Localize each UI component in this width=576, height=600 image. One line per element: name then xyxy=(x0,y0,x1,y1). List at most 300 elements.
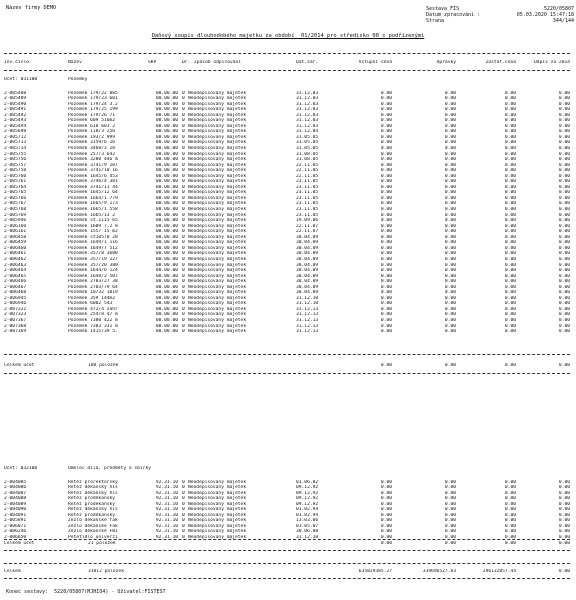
skp-code: 00.00.00 xyxy=(155,256,178,262)
dr-code: 0 xyxy=(182,134,185,140)
depreciation-method: Neodepisovaný majetek xyxy=(188,107,247,113)
depreciation-method: Neodepisovaný majetek xyxy=(188,96,247,102)
grand-total-separator-top xyxy=(4,563,570,564)
residual-value: 0.00 xyxy=(504,273,516,279)
date-installed: 31.05.05 xyxy=(296,134,319,140)
skp-code: 00.00.00 xyxy=(155,284,178,290)
residual-value: 0.00 xyxy=(504,223,516,229)
depreciation-year: 0.00 xyxy=(558,223,570,229)
asset-name: Řetěz děkanský his xyxy=(68,485,118,491)
dr-code: 0 xyxy=(182,251,185,257)
depreciation-method: Neodepisovaný majetek xyxy=(188,496,247,502)
date-installed: 31.12.03 xyxy=(296,101,319,107)
skp-code: 92.31.10 xyxy=(155,496,178,502)
col-date: Dat.zař. xyxy=(296,60,319,65)
depreciation-method: Neodepisovaný majetek xyxy=(188,195,247,201)
inv-number: 2-004086 xyxy=(4,485,27,491)
total-residual: 0.00 xyxy=(504,363,516,368)
asset-name: Pozemek 7380 422 m xyxy=(68,317,118,323)
dr-code: 0 xyxy=(182,201,185,207)
accumulated-depreciation: 0.00 xyxy=(444,218,456,224)
depreciation-year: 0.00 xyxy=(558,112,570,118)
input-price: 0.00 xyxy=(380,279,392,285)
depreciation-year: 0.00 xyxy=(558,212,570,218)
total-input-price: 0.00 xyxy=(380,541,392,546)
input-price: 0.00 xyxy=(380,329,392,335)
inv-number: 2-005714 xyxy=(4,146,27,152)
depreciation-method: Neodepisovaný majetek xyxy=(188,535,247,541)
depreciation-method: Neodepisovaný majetek xyxy=(188,245,247,251)
grand-total-count: 31012 položek xyxy=(88,569,124,574)
residual-value: 0.00 xyxy=(504,101,516,107)
depreciation-method: Neodepisovaný majetek xyxy=(188,140,247,146)
dr-code: 0 xyxy=(182,529,185,535)
skp-code: 00.00.00 xyxy=(155,151,178,157)
account-section-pozemky xyxy=(4,77,570,335)
depreciation-year: 0.00 xyxy=(558,501,570,507)
depreciation-year: 0.00 xyxy=(558,479,570,485)
inv-number: 2-005713 xyxy=(4,140,27,146)
asset-name: Pozemek 1609 7,2 m xyxy=(68,223,118,229)
accumulated-depreciation: 0.00 xyxy=(444,201,456,207)
input-price: 0.00 xyxy=(380,284,392,290)
skp-code: 00.00.00 xyxy=(155,118,178,124)
depreciation-year: 0.00 xyxy=(558,301,570,307)
residual-value: 0.00 xyxy=(504,218,516,224)
input-price: 0.00 xyxy=(380,490,392,496)
date-installed: 30.04.09 xyxy=(296,251,319,257)
asset-name: Pozemek 359 144m2 xyxy=(68,295,116,301)
input-price: 0.00 xyxy=(380,90,392,96)
residual-value: 0.00 xyxy=(504,312,516,318)
skp-code: 92.31.10 xyxy=(155,485,178,491)
col-depr-year: Odpis za 2014 xyxy=(534,60,570,65)
col-skp: SKP xyxy=(148,60,157,65)
asset-name: Pozemek st.1115 65 xyxy=(68,218,118,224)
accumulated-depreciation: 0.00 xyxy=(444,323,456,329)
skp-code: 00.00.00 xyxy=(155,218,178,224)
accumulated-depreciation: 0.00 xyxy=(444,251,456,257)
input-price: 0.00 xyxy=(380,195,392,201)
dr-code: 0 xyxy=(182,179,185,185)
dr-code: 0 xyxy=(182,279,185,285)
depreciation-year: 0.00 xyxy=(558,279,570,285)
account-heading xyxy=(4,466,570,472)
depreciation-method: Neodepisovaný majetek xyxy=(188,507,247,513)
accumulated-depreciation: 0.00 xyxy=(444,268,456,274)
skp-code: 00.00.00 xyxy=(155,129,178,135)
inv-number: 2-006462 xyxy=(4,256,27,262)
residual-value: 0.00 xyxy=(504,123,516,129)
skp-code: 00.00.00 xyxy=(155,240,178,246)
date-installed: 31.08.05 xyxy=(296,151,319,157)
asset-name: Pozemek 1415/39 5. xyxy=(68,329,118,335)
input-price: 0.00 xyxy=(380,118,392,124)
depreciation-year: 0.00 xyxy=(558,529,570,535)
depreciation-year: 0.00 xyxy=(558,123,570,129)
dr-code: 0 xyxy=(182,123,185,129)
dr-code: 0 xyxy=(182,118,185,124)
residual-value: 0.00 xyxy=(504,173,516,179)
date-installed: 23.11.05 xyxy=(296,184,319,190)
subtotal-separator-1b xyxy=(4,373,570,374)
asset-name: Pozemek 1645/6 453 xyxy=(68,173,118,179)
inv-number: 2-004089 xyxy=(4,501,27,507)
depreciation-year: 0.00 xyxy=(558,118,570,124)
date-installed: 23.11.05 xyxy=(296,190,319,196)
depreciation-method: Neodepisovaný majetek xyxy=(188,268,247,274)
accumulated-depreciation: 0.00 xyxy=(444,485,456,491)
input-price: 0.00 xyxy=(380,240,392,246)
asset-name: Pozemek 193/2 999 xyxy=(68,134,116,140)
depreciation-method: Neodepisovaný majetek xyxy=(188,290,247,296)
input-price: 0.00 xyxy=(380,123,392,129)
accumulated-depreciation: 0.00 xyxy=(444,162,456,168)
col-inv: Inv.číslo xyxy=(4,60,29,65)
input-price: 0.00 xyxy=(380,323,392,329)
asset-name: Pozemek 2783/27 38 xyxy=(68,279,118,285)
inv-number: 2-006465 xyxy=(4,273,27,279)
depreciation-method: Neodepisovaný majetek xyxy=(188,146,247,152)
dr-code: 0 xyxy=(182,295,185,301)
input-price: 0.00 xyxy=(380,173,392,179)
input-price: 0.00 xyxy=(380,140,392,146)
residual-value: 0.00 xyxy=(504,317,516,323)
input-price: 0.00 xyxy=(380,535,392,541)
input-price: 0.00 xyxy=(380,529,392,535)
input-price: 0.00 xyxy=(380,496,392,502)
date-installed: 30.04.09 xyxy=(296,279,319,285)
inv-number: 2-005764 xyxy=(4,184,27,190)
residual-value: 0.00 xyxy=(504,301,516,307)
accumulated-depreciation: 0.00 xyxy=(444,90,456,96)
input-price: 0.00 xyxy=(380,146,392,152)
asset-name: Pozemek 1665/1 558 xyxy=(68,207,118,213)
dr-code: 0 xyxy=(182,223,185,229)
inv-number: 2-006463 xyxy=(4,262,27,268)
depreciation-method: Neodepisovaný majetek xyxy=(188,273,247,279)
depreciation-year: 0.00 xyxy=(558,268,570,274)
depreciation-year: 0.00 xyxy=(558,140,570,146)
skp-code: 00.00.00 xyxy=(155,234,178,240)
accumulated-depreciation: 0.00 xyxy=(444,512,456,518)
depreciation-method: Neodepisovaný majetek xyxy=(188,512,247,518)
depreciation-year: 0.00 xyxy=(558,184,570,190)
skp-code: 92.31.10 xyxy=(155,479,178,485)
dr-code: 0 xyxy=(182,151,185,157)
depreciation-year: 0.00 xyxy=(558,295,570,301)
asset-name: Pozemek 1665/13 2 xyxy=(68,212,116,218)
skp-code: 00.00.00 xyxy=(155,306,178,312)
asset-name: Řetěz proděkanský xyxy=(68,496,116,502)
input-price: 0.00 xyxy=(380,479,392,485)
depreciation-year: 0.00 xyxy=(558,229,570,235)
depreciation-method: Neodepisovaný majetek xyxy=(188,323,247,329)
inv-number: 2-006161 xyxy=(4,229,27,235)
depreciation-year: 0.00 xyxy=(558,218,570,224)
report-code: 5220/05807 xyxy=(543,6,574,12)
inv-number: 2-006464 xyxy=(4,268,27,274)
depreciation-year: 0.00 xyxy=(558,173,570,179)
accumulated-depreciation: 0.00 xyxy=(444,273,456,279)
subtotal-separator-2b xyxy=(4,550,570,551)
date-installed: 31.12.03 xyxy=(296,107,319,113)
input-price: 0.00 xyxy=(380,134,392,140)
date-label: Datum zpracování : xyxy=(426,12,481,18)
accumulated-depreciation: 0.00 xyxy=(444,290,456,296)
dr-code: 0 xyxy=(182,184,185,190)
inv-number: 2-005761 xyxy=(4,179,27,185)
inv-number: 2-007323 xyxy=(4,312,27,318)
inv-number: 2-006460 xyxy=(4,245,27,251)
accumulated-depreciation: 0.00 xyxy=(444,229,456,235)
asset-name: Pozemek 1645/12 64 xyxy=(68,190,118,196)
header-separator-bottom xyxy=(4,70,570,71)
inv-number: 2-006650 xyxy=(4,535,27,541)
inv-number: 2-006459 xyxy=(4,240,27,246)
skp-code: 92.31.10 xyxy=(155,512,178,518)
accumulated-depreciation: 0.00 xyxy=(444,184,456,190)
total-depreciation: 0.00 xyxy=(444,363,456,368)
asset-name: Pozemek 1665/9 173 xyxy=(68,201,118,207)
date-installed: 01.02.94 xyxy=(296,507,319,513)
inv-number: 2-007322 xyxy=(4,306,27,312)
input-price: 0.00 xyxy=(380,256,392,262)
date-installed: 30.04.09 xyxy=(296,273,319,279)
accumulated-depreciation: 0.00 xyxy=(444,279,456,285)
input-price: 0.00 xyxy=(380,295,392,301)
depreciation-year: 0.00 xyxy=(558,240,570,246)
date-installed: 31.12.03 xyxy=(296,123,319,129)
skp-code: 00.00.00 xyxy=(155,201,178,207)
dr-code: 0 xyxy=(182,146,185,152)
date-installed: 31.12.03 xyxy=(296,118,319,124)
residual-value: 0.00 xyxy=(504,323,516,329)
input-price: 0.00 xyxy=(380,512,392,518)
accumulated-depreciation: 0.00 xyxy=(444,112,456,118)
depreciation-year: 0.00 xyxy=(558,290,570,296)
residual-value: 0.00 xyxy=(504,162,516,168)
accumulated-depreciation: 0.00 xyxy=(444,123,456,129)
inv-number: 2-007367 xyxy=(4,317,27,323)
total-depr-year: 0.00 xyxy=(558,363,570,368)
depreciation-method: Neodepisovaný majetek xyxy=(188,101,247,107)
residual-value: 0.00 xyxy=(504,262,516,268)
date-installed: 22.11.05 xyxy=(296,162,319,168)
date-installed: 01.05.07 xyxy=(296,523,319,529)
depreciation-method: Neodepisovaný majetek xyxy=(188,329,247,335)
asset-name: Pozemek 610 601 2 xyxy=(68,123,116,129)
depreciation-year: 0.00 xyxy=(558,306,570,312)
accumulated-depreciation: 0.00 xyxy=(444,329,456,335)
date-installed: 31.12.03 xyxy=(296,96,319,102)
accumulated-depreciation: 0.00 xyxy=(444,173,456,179)
date-installed: 19.09.06 xyxy=(296,218,319,224)
residual-value: 0.00 xyxy=(504,118,516,124)
skp-code: 00.00.00 xyxy=(155,134,178,140)
skp-code: 00.00.00 xyxy=(155,190,178,196)
residual-value: 0.00 xyxy=(504,279,516,285)
date-installed: 31.12.04 xyxy=(296,129,319,135)
depreciation-method: Neodepisovaný majetek xyxy=(188,229,247,235)
skp-code: 00.00.00 xyxy=(155,107,178,113)
total-residual: 0.00 xyxy=(504,541,516,546)
depreciation-year: 0.00 xyxy=(558,284,570,290)
depreciation-year: 0.00 xyxy=(558,107,570,113)
date-installed: 31.12.10 xyxy=(296,295,319,301)
depreciation-method: Neodepisovaný majetek xyxy=(188,240,247,246)
depreciation-method: Neodepisovaný majetek xyxy=(188,284,247,290)
residual-value: 0.00 xyxy=(504,229,516,235)
inv-number: 2-006466 xyxy=(4,279,27,285)
skp-code: 92.31.10 xyxy=(155,490,178,496)
inv-number: 2-004085 xyxy=(4,479,27,485)
skp-code: 92.31.10 xyxy=(155,535,178,541)
residual-value: 0.00 xyxy=(504,479,516,485)
asset-name: Pozemek 357/19 127 xyxy=(68,256,118,262)
inv-number: 2-005758 xyxy=(4,168,27,174)
depreciation-year: 0.00 xyxy=(558,162,570,168)
grand-total-input-price: 635829385.27 xyxy=(358,569,392,574)
total-depreciation: 0.00 xyxy=(444,541,456,546)
inv-number: 2-007369 xyxy=(4,329,27,335)
asset-name: Pozemek st10570 28 xyxy=(68,234,118,240)
residual-value: 0.00 xyxy=(504,201,516,207)
asset-name: Pozemek 357/20 380 xyxy=(68,262,118,268)
skp-code: 00.00.00 xyxy=(155,101,178,107)
depreciation-year: 0.00 xyxy=(558,317,570,323)
residual-value: 0.00 xyxy=(504,512,516,518)
accumulated-depreciation: 0.00 xyxy=(444,195,456,201)
skp-code: 92.31.10 xyxy=(155,529,178,535)
accumulated-depreciation: 0.00 xyxy=(444,212,456,218)
grand-total xyxy=(4,569,570,575)
date-installed: 30.04.09 xyxy=(296,284,319,290)
residual-value: 0.00 xyxy=(504,146,516,152)
inv-number: 2-005489 xyxy=(4,96,27,102)
depreciation-year: 0.00 xyxy=(558,329,570,335)
accumulated-depreciation: 0.00 xyxy=(444,146,456,152)
depreciation-method: Neodepisovaný majetek xyxy=(188,129,247,135)
inv-number: 2-005760 xyxy=(4,173,27,179)
accumulated-depreciation: 0.00 xyxy=(444,535,456,541)
residual-value: 0.00 xyxy=(504,329,516,335)
asset-name: Pozemek 1557 15 m2 xyxy=(68,229,118,235)
skp-code: 00.00.00 xyxy=(155,179,178,185)
col-name: Název xyxy=(68,60,82,65)
residual-value: 0.00 xyxy=(504,256,516,262)
account-label: Účet: 031100 xyxy=(4,77,38,82)
inv-number: 2-005946 xyxy=(4,218,27,224)
dr-code: 0 xyxy=(182,162,185,168)
col-dr: Dr. xyxy=(182,60,191,65)
inv-number: 2-004087 xyxy=(4,490,27,496)
depreciation-method: Neodepisovaný majetek xyxy=(188,485,247,491)
depreciation-year: 0.00 xyxy=(558,496,570,502)
inv-number: 2-005767 xyxy=(4,201,27,207)
dr-code: 0 xyxy=(182,301,185,307)
depreciation-year: 0.00 xyxy=(558,146,570,152)
residual-value: 0.00 xyxy=(504,96,516,102)
dr-code: 0 xyxy=(182,168,185,174)
depreciation-method: Neodepisovaný majetek xyxy=(188,134,247,140)
depreciation-method: Neodepisovaný majetek xyxy=(188,157,247,163)
inv-number: 2-005491 xyxy=(4,107,27,113)
asset-name: Pozemek 357/8 3680 xyxy=(68,251,118,257)
skp-code: 00.00.00 xyxy=(155,140,178,146)
col-input-price: Vstupní cena xyxy=(358,60,392,65)
residual-value: 0.00 xyxy=(504,523,516,529)
depreciation-method: Neodepisovaný majetek xyxy=(188,201,247,207)
date-installed: 01.06.82 xyxy=(296,479,319,485)
depreciation-method: Neodepisovaný majetek xyxy=(188,518,247,524)
accumulated-depreciation: 0.00 xyxy=(444,168,456,174)
residual-value: 0.00 xyxy=(504,507,516,513)
skp-code: 92.31.10 xyxy=(155,523,178,529)
depreciation-year: 0.00 xyxy=(558,151,570,157)
input-price: 0.00 xyxy=(380,518,392,524)
asset-name: Pozemek 118/3 256 xyxy=(68,129,116,135)
date-installed: 31.05.05 xyxy=(296,146,319,152)
skp-code: 00.00.00 xyxy=(155,268,178,274)
skp-code: 00.00.00 xyxy=(155,290,178,296)
dr-code: 0 xyxy=(182,262,185,268)
residual-value: 0.00 xyxy=(504,501,516,507)
asset-name: Pozemek 1649/1 116 xyxy=(68,240,118,246)
dr-code: 0 xyxy=(182,312,185,318)
input-price: 0.00 xyxy=(380,317,392,323)
dr-code: 0 xyxy=(182,268,185,274)
company-name: Název firmy DEMO xyxy=(6,5,56,11)
residual-value: 0.00 xyxy=(504,184,516,190)
input-price: 0.00 xyxy=(380,251,392,257)
skp-code: 00.00.00 xyxy=(155,262,178,268)
asset-name: Pozemek 10732 1019 xyxy=(68,290,118,296)
date-installed: 31.12.13 xyxy=(296,312,319,318)
input-price: 0.00 xyxy=(380,151,392,157)
total-count: 108 položek xyxy=(88,363,119,368)
input-price: 0.00 xyxy=(380,184,392,190)
skp-code: 00.00.00 xyxy=(155,112,178,118)
dr-code: 0 xyxy=(182,317,185,323)
skp-code: 00.00.00 xyxy=(155,123,178,129)
inv-number: 2-004091 xyxy=(4,512,27,518)
asset-name: Pozemek 7383 331 m xyxy=(68,323,118,329)
dr-code: 0 xyxy=(182,173,185,179)
accumulated-depreciation: 0.00 xyxy=(444,140,456,146)
account-name: Umělec.díla, předměty a sbírky xyxy=(68,466,151,471)
date-installed: 30.04.09 xyxy=(296,290,319,296)
asset-name: Pozemek 179/26 71 xyxy=(68,112,116,118)
dr-code: 0 xyxy=(182,140,185,146)
depreciation-year: 0.00 xyxy=(558,535,570,541)
residual-value: 0.00 xyxy=(504,284,516,290)
inv-number: 2-007368 xyxy=(4,323,27,329)
skp-code: 00.00.00 xyxy=(155,146,178,152)
date-installed: 09.12.92 xyxy=(296,501,319,507)
input-price: 0.00 xyxy=(380,301,392,307)
page-value: 344/144 xyxy=(552,18,574,24)
dr-code: 0 xyxy=(182,256,185,262)
depreciation-method: Neodepisovaný majetek xyxy=(188,501,247,507)
accumulated-depreciation: 0.00 xyxy=(444,518,456,524)
depreciation-year: 0.00 xyxy=(558,96,570,102)
dr-code: 0 xyxy=(182,195,185,201)
skp-code: 00.00.00 xyxy=(155,195,178,201)
dr-code: 0 xyxy=(182,245,185,251)
date-installed: 23.11.05 xyxy=(296,195,319,201)
input-price: 0.00 xyxy=(380,168,392,174)
